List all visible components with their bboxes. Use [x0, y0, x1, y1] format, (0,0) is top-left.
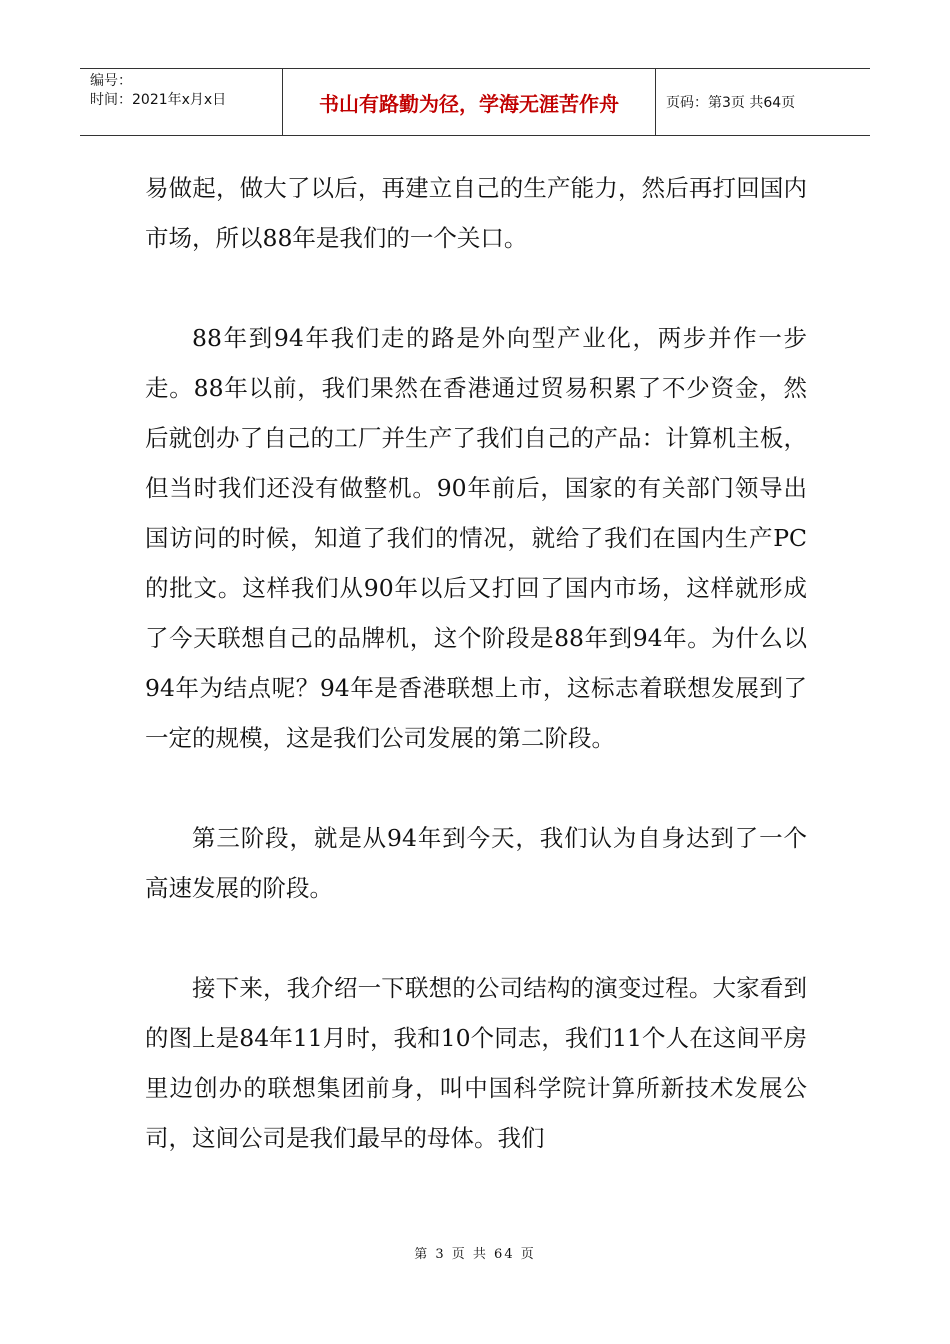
paragraph: 88年到94年我们走的路是外向型产业化，两步并作一步走。88年以前，我们果然在香港通过贸易积累了不少资金，然后就创办了自己的工厂并生产了我们自己的产品：计算机主板，但当时我们还没有做整机。90年前后，国家的有关部门领导出国访问的时候，知道了我们的情况，就给了我们在国内生产PC的批文。这样我们从90年以后又打回了国内市场，这样就形成了今天联想自己的品牌机，这个阶段是88年到94年。为什么以94年为结点呢？94年是香港联想上市，这标志着联想发展到了一定的规模，这是我们公司发展的第二阶段。 — [145, 324, 807, 752]
header-page-info: 页码：第3页 共64页 — [666, 95, 796, 111]
page-footer: 第 3 页 共 64 页 — [414, 1247, 536, 1262]
header-motto: 书山有路勤为径，学海无涯苦作舟 — [283, 69, 656, 135]
document-body — [145, 163, 807, 1163]
page-header — [80, 68, 870, 136]
paragraph: 易做起，做大了以后，再建立自己的生产能力，然后再打回国内市场，所以88年是我们的一个关口。 — [145, 174, 807, 252]
document-number-label: 编号： — [90, 73, 132, 89]
document-date: 时间：2021年x月x日 — [90, 92, 227, 108]
header-meta — [80, 69, 283, 135]
paragraph: 第三阶段，就是从94年到今天，我们认为自身达到了一个高速发展的阶段。 — [145, 824, 807, 902]
paragraph: 接下来，我介绍一下联想的公司结构的演变过程。大家看到的图上是84年11月时，我和10个同志，我们11个人在这间平房里边创办的联想集团前身，叫中国科学院计算所新技术发展公司，这间公司是我们最早的母体。我们 — [145, 974, 807, 1152]
